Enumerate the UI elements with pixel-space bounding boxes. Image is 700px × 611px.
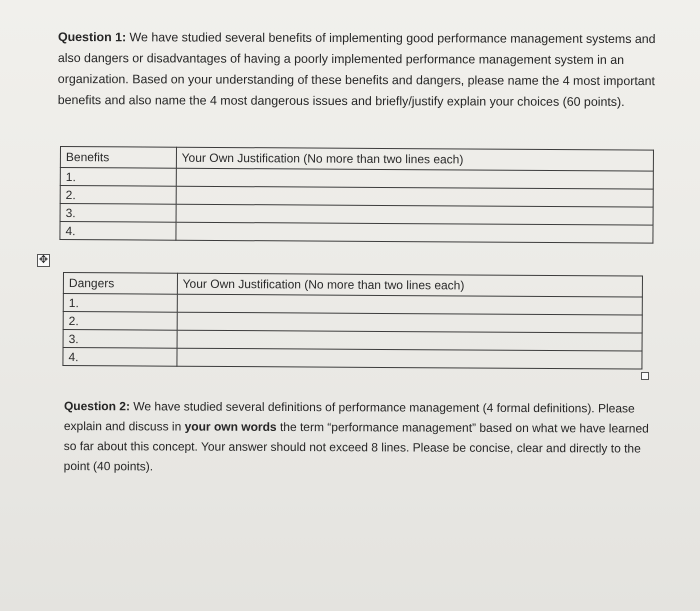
question-2-text-b: the term “performance management” based on what we have learned so far about this concept. Your answer should not exceed 8 lines. Please be concise, clear and directly to the point (40 points). bbox=[63, 419, 649, 474]
question-2 bbox=[64, 396, 654, 479]
move-arrows-icon[interactable]: ✥ bbox=[38, 254, 49, 266]
question-2-emphasis: your own words bbox=[184, 419, 277, 434]
danger-number[interactable]: 3. bbox=[63, 330, 177, 349]
benefit-number[interactable]: 2. bbox=[60, 186, 176, 205]
benefits-justification-header: Your Own Justification (No more than two lines each) bbox=[176, 147, 653, 171]
table-row bbox=[60, 222, 653, 244]
question-1 bbox=[58, 27, 678, 113]
question-2-label: Question 2: bbox=[63, 398, 131, 414]
benefit-justification-cell[interactable] bbox=[176, 222, 653, 243]
benefits-header: Benefits bbox=[60, 147, 176, 169]
dangers-justification-header: Your Own Justification (No more than two lines each) bbox=[177, 273, 642, 297]
question-2-text-a: We have studied several definitions of performance management (4 formal definitions). Please explain and discuss in bbox=[63, 399, 635, 434]
dangers-table bbox=[62, 272, 643, 370]
resize-square-icon[interactable] bbox=[641, 372, 649, 380]
question-1-label: Question 1: bbox=[57, 29, 127, 45]
benefit-number[interactable]: 3. bbox=[60, 204, 176, 223]
danger-number[interactable]: 4. bbox=[63, 348, 177, 367]
danger-number[interactable]: 2. bbox=[63, 312, 177, 331]
benefits-table bbox=[59, 146, 654, 244]
danger-justification-cell[interactable] bbox=[177, 348, 642, 369]
dangers-header: Dangers bbox=[63, 273, 177, 295]
table-row bbox=[63, 348, 642, 370]
danger-number[interactable]: 1. bbox=[63, 294, 177, 313]
question-1-text: We have studied several benefits of implementing good performance management systems and also dangers or disadvantages of having a poorly implemented performance management system in an organization. Based on your understanding of these benefits and dangers, please name the 4 most important benefits and also name the 4 most dangerous issues and briefly/justify explain your choices (60 points). bbox=[57, 30, 656, 109]
benefit-number[interactable]: 1. bbox=[60, 168, 176, 187]
benefit-number[interactable]: 4. bbox=[60, 222, 176, 241]
